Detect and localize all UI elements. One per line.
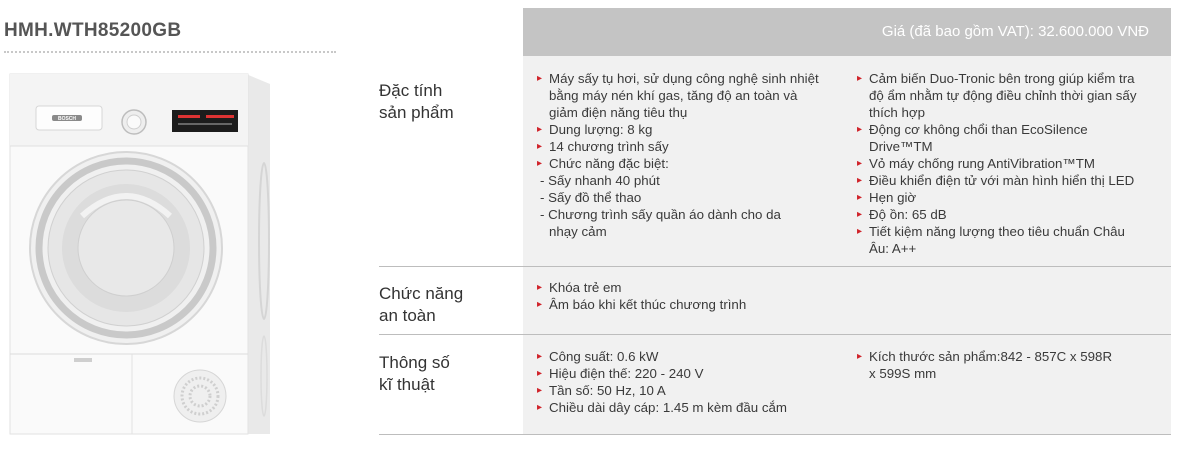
row-features-label	[379, 56, 523, 266]
label-line: sản phẩm	[379, 103, 454, 122]
list-item: ▸ Vỏ máy chống rung AntiVibration™TM	[857, 155, 1136, 172]
list-item: ▸ Kích thước sản phẩm:842 - 857C x 598R	[857, 348, 1112, 365]
list-item: ▸ Hẹn giờ	[857, 189, 1136, 206]
list-item: ▸ Chiều dài dây cáp: 1.45 m kèm đầu cắm	[537, 399, 787, 416]
list-item: ▸ Công suất: 0.6 kW	[537, 348, 787, 365]
spec-table	[379, 8, 1171, 438]
row-safety	[379, 267, 1171, 334]
label-line: kĩ thuật	[379, 375, 435, 394]
brand-logo: BOSCH	[57, 116, 77, 122]
features-left-list	[537, 70, 819, 240]
row-specs	[379, 335, 1171, 434]
list-item-line: thích hợp	[869, 105, 926, 120]
list-item: ▸ Điều khiển điện tử với màn hình hiển thị LED	[857, 172, 1136, 189]
list-item: ▸ Độ ồn: 65 dB	[857, 206, 1136, 223]
list-item: ▸ Hiệu điện thế: 220 - 240 V	[537, 365, 787, 382]
specs-right-list	[857, 348, 1112, 382]
list-item-line: nhạy cảm	[549, 224, 607, 239]
list-item: ▸ Cảm biến Duo-Tronic bên trong giúp kiểm tra	[857, 70, 1136, 87]
specs-left-list	[537, 348, 787, 416]
list-item-line: x 599S mm	[869, 366, 937, 381]
list-item-line: giảm điện năng tiêu thụ	[549, 105, 688, 120]
row-divider	[379, 434, 1171, 435]
row-features	[379, 56, 1171, 266]
label-line: Chức năng	[379, 284, 464, 303]
list-item-line: - Chương trình sấy quần áo dành cho da	[540, 207, 781, 222]
list-item: ▸ Máy sấy tụ hơi, sử dụng công nghệ sinh nhiệt	[537, 70, 819, 87]
label-line: Đặc tính	[379, 81, 443, 100]
safety-left-list	[537, 279, 746, 313]
product-model: HMH.WTH85200GB	[4, 20, 182, 41]
price-text: Giá (đã bao gồm VAT): 32.600.000 VNĐ	[881, 23, 1149, 40]
list-item: ▸ Tần số: 50 Hz, 10 A	[537, 382, 787, 399]
dotted-divider	[4, 51, 336, 53]
list-item: ▸ Động cơ không chổi than EcoSilence	[857, 121, 1136, 138]
list-item-line: Drive™TM	[869, 139, 933, 154]
label-line: Thông số	[379, 353, 450, 372]
list-item: ▸ Chức năng đặc biệt:	[537, 155, 819, 172]
list-item: ▸ 14 chương trình sấy	[537, 138, 819, 155]
price-banner	[523, 8, 1171, 56]
features-right-list	[857, 70, 1136, 257]
list-item-line: - Sấy nhanh 40 phút	[540, 173, 660, 188]
row-safety-label	[379, 267, 523, 334]
row-specs-label	[379, 335, 523, 434]
list-item-line: độ ẩm nhằm tự động điều chỉnh thời gian sấy	[869, 88, 1137, 103]
list-item-line: - Sấy đồ thể thao	[540, 190, 642, 205]
row-specs-content	[523, 335, 1171, 434]
list-item: ▸ Tiết kiệm năng lượng theo tiêu chuẩn Châu	[857, 223, 1136, 240]
list-item: ▸ Dung lượng: 8 kg	[537, 121, 819, 138]
dryer-machine-icon	[8, 66, 298, 436]
list-item: ▸ Âm báo khi kết thúc chương trình	[537, 296, 746, 313]
list-item-line: bằng máy nén khí gas, tăng độ an toàn và	[549, 88, 798, 103]
list-item: ▸ Khóa trẻ em	[537, 279, 746, 296]
row-features-content	[523, 56, 1171, 266]
row-safety-content	[523, 267, 1171, 334]
label-line: an toàn	[379, 306, 436, 325]
list-item-line: Âu: A++	[869, 241, 917, 256]
